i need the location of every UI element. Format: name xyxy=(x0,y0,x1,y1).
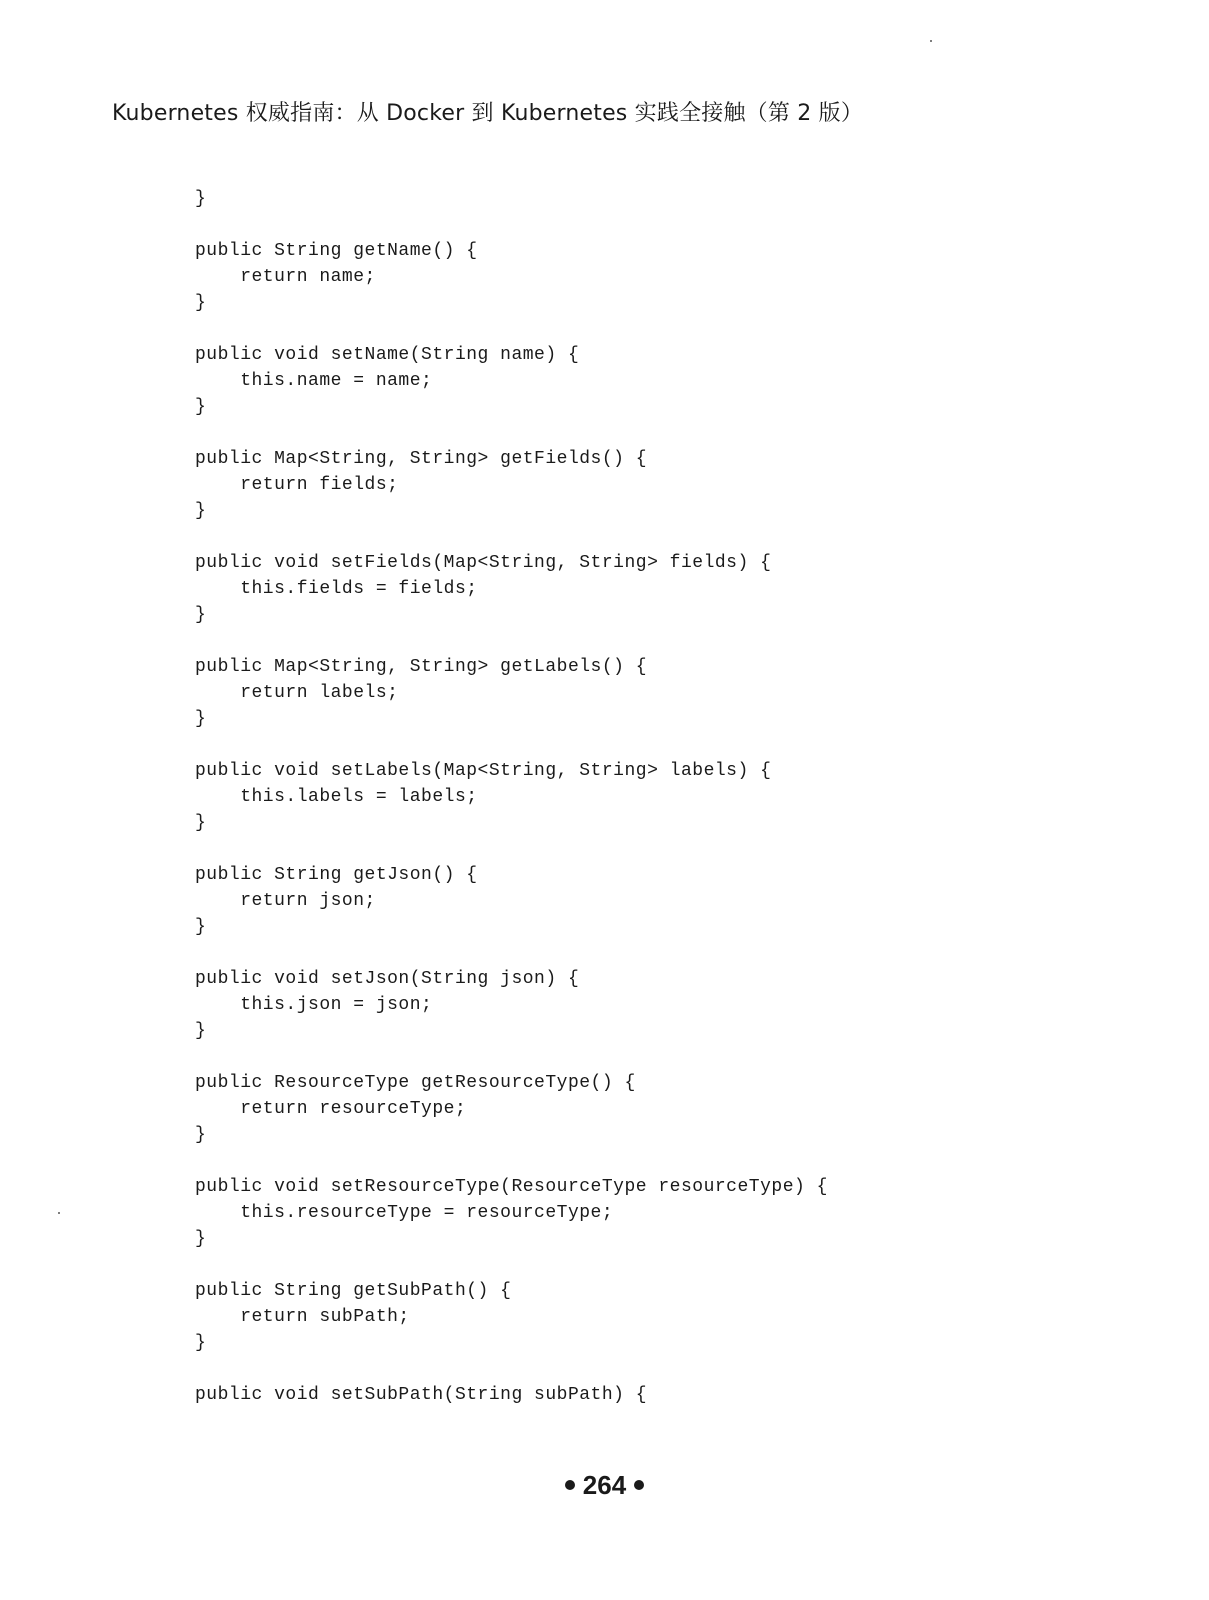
code-line: public void setResourceType(ResourceType resourceType) { xyxy=(195,1177,828,1197)
code-line xyxy=(195,212,828,238)
running-header: Kubernetes 权威指南：从 Docker 到 Kubernetes 实践全接触（第 2 版） xyxy=(112,101,864,126)
code-line xyxy=(195,1148,828,1174)
code-line: } xyxy=(195,605,207,625)
code-line xyxy=(195,420,828,446)
code-line: this.fields = fields; xyxy=(195,579,478,599)
code-line xyxy=(195,732,828,758)
code-line xyxy=(195,628,828,654)
code-line xyxy=(195,940,828,966)
code-line: public void setFields(Map<String, String> fields) { xyxy=(195,553,772,573)
code-line: } xyxy=(195,1333,207,1353)
code-line: public void setLabels(Map<String, String> labels) { xyxy=(195,761,772,781)
code-line: return name; xyxy=(195,267,376,287)
code-listing xyxy=(195,186,828,1408)
code-line: } xyxy=(195,293,207,313)
code-line: } xyxy=(195,501,207,521)
page-number: 264 xyxy=(582,1470,627,1500)
code-line: this.labels = labels; xyxy=(195,787,478,807)
code-line xyxy=(195,1044,828,1070)
code-line: } xyxy=(195,189,207,209)
code-line: } xyxy=(195,1125,207,1145)
code-line: public String getName() { xyxy=(195,241,478,261)
code-line xyxy=(195,1356,828,1382)
code-line: } xyxy=(195,709,207,729)
code-line: } xyxy=(195,1021,207,1041)
bullet-dot-right xyxy=(634,1480,644,1490)
page-footer xyxy=(0,1470,1209,1501)
code-line: } xyxy=(195,1229,207,1249)
code-line: public void setName(String name) { xyxy=(195,345,580,365)
code-line: public Map<String, String> getFields() { xyxy=(195,449,648,469)
code-line: } xyxy=(195,917,207,937)
code-line: return json; xyxy=(195,891,376,911)
code-line: public void setSubPath(String subPath) { xyxy=(195,1385,648,1405)
code-line: this.name = name; xyxy=(195,371,433,391)
code-line xyxy=(195,524,828,550)
code-line: public Map<String, String> getLabels() { xyxy=(195,657,648,677)
bullet-dot-left xyxy=(565,1480,575,1490)
scan-speck xyxy=(930,40,932,42)
code-line: return fields; xyxy=(195,475,399,495)
code-line xyxy=(195,836,828,862)
code-line xyxy=(195,1252,828,1278)
code-line: return labels; xyxy=(195,683,399,703)
code-line: public void setJson(String json) { xyxy=(195,969,580,989)
code-line: public ResourceType getResourceType() { xyxy=(195,1073,636,1093)
code-line: } xyxy=(195,397,207,417)
code-line: public String getSubPath() { xyxy=(195,1281,512,1301)
code-line xyxy=(195,316,828,342)
code-line: public String getJson() { xyxy=(195,865,478,885)
code-line: this.resourceType = resourceType; xyxy=(195,1203,614,1223)
code-line: return subPath; xyxy=(195,1307,410,1327)
code-line: } xyxy=(195,813,207,833)
code-line: return resourceType; xyxy=(195,1099,467,1119)
scan-speck xyxy=(58,1212,60,1214)
code-line: this.json = json; xyxy=(195,995,433,1015)
